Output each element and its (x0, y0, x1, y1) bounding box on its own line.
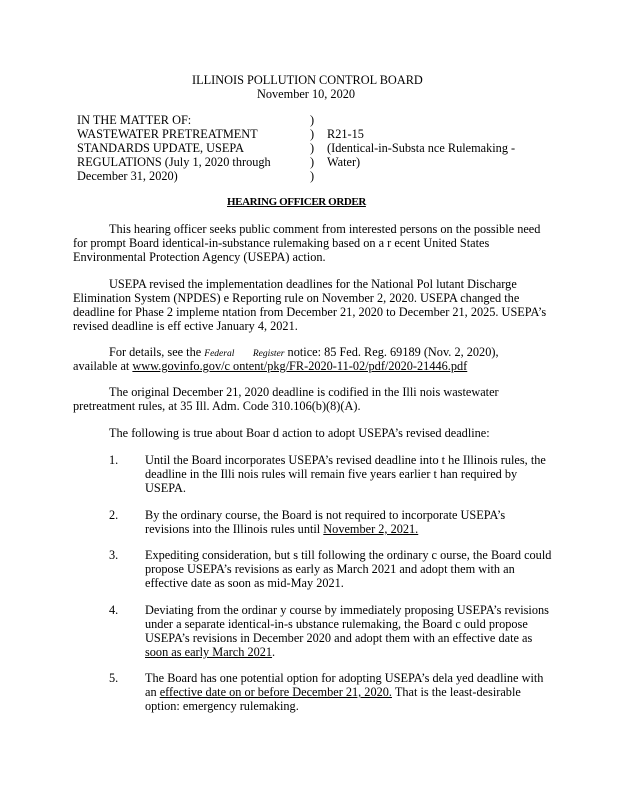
item2-deadline: November 2, 2021. (323, 522, 419, 536)
rulemaking-type: (Identical-in-Substa nce Rulemaking - (327, 141, 516, 155)
caption-line: STANDARDS UPDATE, USEPA (77, 141, 244, 155)
item-number: 2. (109, 508, 119, 522)
item4-line: USEPA’s revisions in December 2020 and adopt them with an effective date as (145, 631, 533, 645)
para3-line2-prefix: available at (73, 359, 133, 373)
para5-line: The following is true about Boar d action to adopt USEPA’s revised deadline: (109, 426, 490, 440)
register-word: Register (252, 349, 285, 359)
item5-line: The Board has one potential option for adopting USEPA’s dela yed deadline with (145, 671, 544, 685)
para3-line2 (73, 359, 467, 373)
para2-line: deadline for Phase 2 impleme ntation from December 21, 2020 to December 21, 2025. USEPA’s (73, 305, 547, 319)
item1-line: USEPA. (145, 481, 186, 495)
paren: ) (310, 113, 315, 127)
item5-date: effective date on or before December 21, 2020. (159, 685, 392, 699)
item3-line: effective date as soon as mid-May 2021. (145, 576, 344, 590)
paren: ) (310, 169, 315, 183)
item4-line: under a separate identical-in-s ubstance rulemaking, the Board c ould propose (145, 617, 528, 631)
caption-line: REGULATIONS (July 1, 2020 through (77, 155, 271, 169)
item-number: 1. (109, 453, 119, 467)
item2-line (145, 522, 418, 536)
item3-line: Expediting consideration, but s till following the ordinary c ourse, the Board could (145, 548, 552, 562)
paren: ) (310, 127, 315, 141)
para1-line: This hearing officer seeks public comment from interested persons on the possible need (109, 222, 541, 236)
item-number: 4. (109, 603, 119, 617)
para4-line: The original December 21, 2020 deadline is codified in the Illi nois wastewater (109, 385, 499, 399)
caption-line: IN THE MATTER OF: (77, 113, 192, 127)
document-date: November 10, 2020 (257, 87, 356, 101)
para2-line: USEPA revised the implementation deadlines for the National Pol lutant Discharge (109, 277, 517, 291)
docket-number: R21-15 (327, 127, 364, 141)
caption-line: December 31, 2020) (77, 169, 178, 183)
para1-line: Environmental Protection Agency (USEPA) action. (73, 250, 326, 264)
para3-suffix: notice: 85 Fed. Reg. 69189 (Nov. 2, 2020), (284, 345, 499, 359)
paren: ) (310, 141, 315, 155)
item4-suffix: . (272, 645, 276, 659)
item5-line: option: emergency rulemaking. (145, 699, 299, 713)
item5-prefix: an (145, 685, 160, 699)
item4-line (145, 645, 275, 659)
rulemaking-type-cont: Water) (327, 155, 361, 169)
item4-line: Deviating from the ordinar y course by immediately proposing USEPA’s revisions (145, 603, 549, 617)
item5-line (145, 685, 521, 699)
item3-line: propose USEPA’s revisions as early as March 2021 and adopt them with an (145, 562, 515, 576)
federal-register-link[interactable]: www.govinfo.gov/c ontent/pkg/FR-2020-11-02/pdf/2020-21446.pdf (132, 359, 468, 373)
para2-line: revised deadline is eff ective January 4, 2021. (73, 319, 298, 333)
caption-line: WASTEWATER PRETREATMENT (77, 127, 258, 141)
board-name: ILLINOIS POLLUTION CONTROL BOARD (192, 73, 423, 87)
para1-line: for prompt Board identical-in-substance rulemaking based on a r ecent United States (73, 236, 490, 250)
item1-line: Until the Board incorporates USEPA’s revised deadline into t he Illinois rules, the (145, 453, 546, 467)
item1-line: deadline in the Illi nois rules will remain five years earlier t han required by (145, 467, 518, 481)
item4-date: soon as early March 2021 (145, 645, 273, 659)
item-number: 3. (109, 548, 119, 562)
item-number: 5. (109, 671, 119, 685)
item2-line2-prefix: revisions into the Illinois rules until (145, 522, 324, 536)
federal-word: Federal (204, 349, 235, 359)
item5-suffix: That is the least-desirable (391, 685, 521, 699)
item2-line: By the ordinary course, the Board is not required to incorporate USEPA’s (145, 508, 506, 522)
para2-line: Elimination System (NPDES) e Reporting rule on November 2, 2020. USEPA changed the (73, 291, 520, 305)
para3-prefix: For details, see the (109, 345, 205, 359)
paren: ) (310, 155, 315, 169)
para4-line: pretreatment rules, at 35 Ill. Adm. Code 310.106(b)(8)(A). (73, 399, 361, 413)
order-title: HEARING OFFICER ORDER (227, 196, 366, 208)
